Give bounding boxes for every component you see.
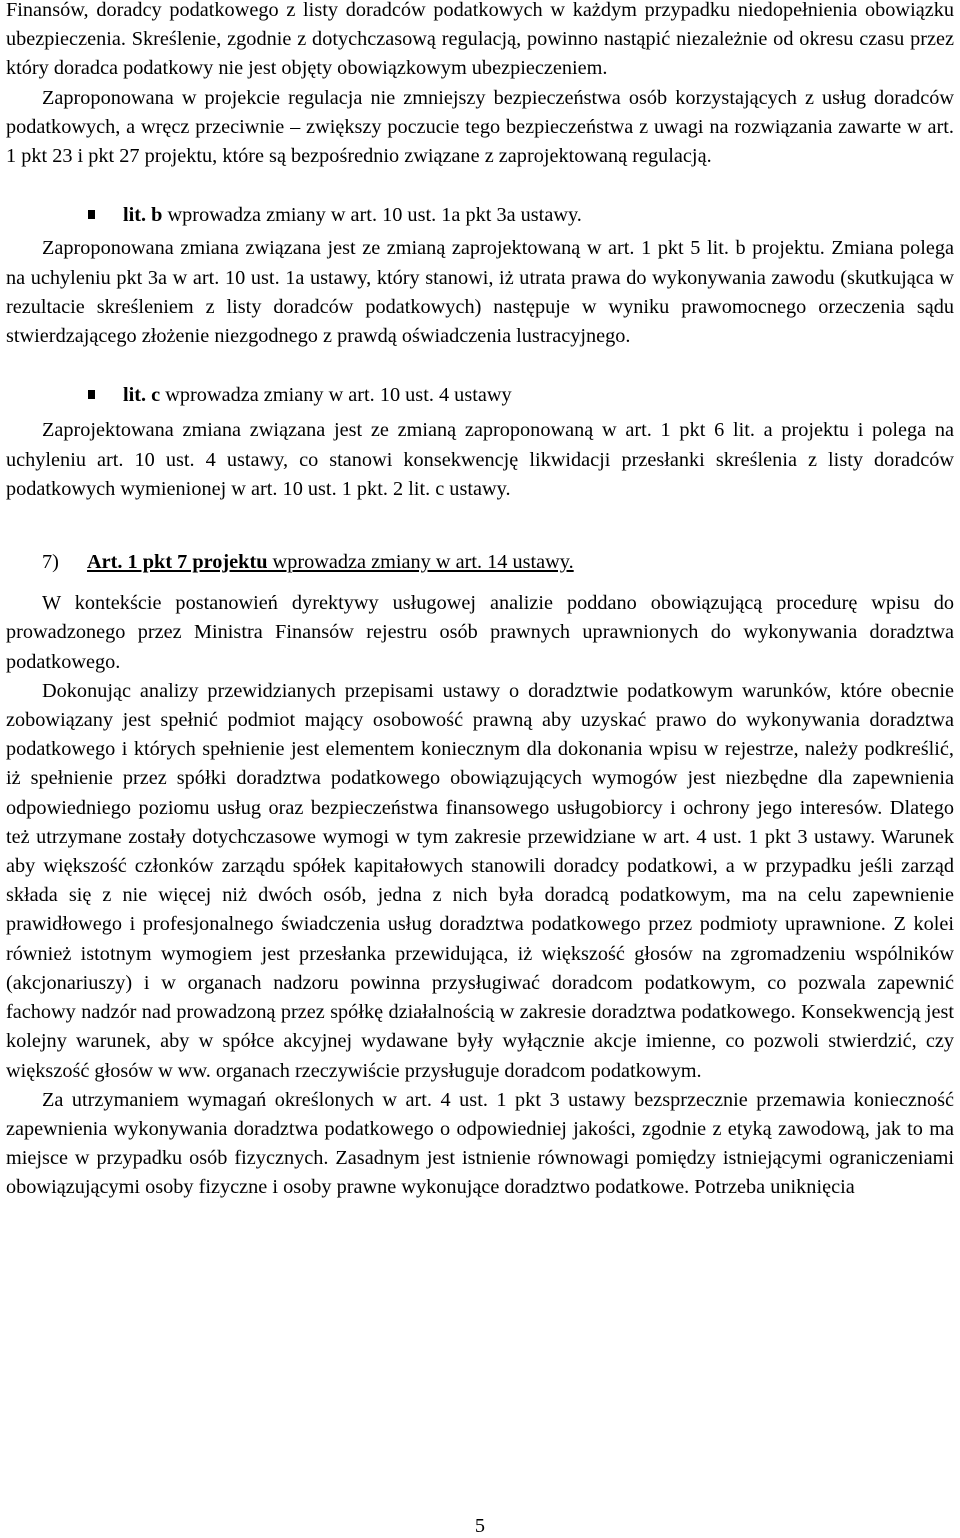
paragraph-kontekst: W kontekście postanowień dyrektywy usługowej analizie poddano obowiązującą procedurę wpisu do prowadzonego przez Ministra Finansów rejestru osób prawnych uprawnionych do wykonywania doradztwa podatkowego.	[6, 592, 954, 673]
paragraph-lit-b: Zaproponowana zmiana związana jest ze zmianą zaprojektowaną w art. 1 pkt 5 lit. b projektu. Zmiana polega na uchyleniu pkt 3a w art. 10 ust. 1a ustawy, który stanowi, iż utrata prawa do wykonywania zawodu (skutkująca w rezultacie skreśleniem z listy doradców podatkowych) następuje w wyniku prawomocnego orzeczenia sądu stwierdzającego złożenie niezgodnego z prawdą oświadczenia lustracyjnego.	[6, 237, 954, 348]
square-bullet-icon	[88, 390, 95, 399]
document-body	[6, 0, 954, 1203]
bullet-lit-b	[123, 201, 954, 230]
section-number: 7)	[42, 551, 59, 574]
section-heading-bold: Art. 1 pkt 7 projektu	[87, 551, 268, 574]
paragraph-lit-c: Zaprojektowana zmiana związana jest ze zmianą zaproponowaną w art. 1 pkt 6 lit. a projektu i polega na uchyleniu art. 10 ust. 4 ustawy, co stanowi konsekwencję likwidacji przesłanki skreślenia z listy doradców podatkowych wymienionej w art. 10 ust. 1 pkt. 2 lit. c ustawy.	[6, 419, 954, 500]
bullet-text: wprowadza zmiany w art. 10 ust. 4 ustawy	[160, 384, 512, 407]
page-number: 5	[474, 1515, 486, 1537]
bullet-text: wprowadza zmiany w art. 10 ust. 1a pkt 3a ustawy.	[162, 204, 582, 227]
section-7-heading	[42, 548, 954, 577]
paragraph-dokonujac: Dokonując analizy przewidzianych przepisami ustawy o doradztwie podatkowym warunków, które obecnie zobowiązany jest spełnić podmiot mający osobowość prawną aby uzyskać prawo do wykonywania doradztwa podatkowego i których spełnienie jest elementem koniecznym dla dokonania wpisu w rejestrze, należy podkreślić, iż spełnienie przez spółki doradztwa podatkowego obowiązujących wymogów jest niezbędne dla zapewnienia odpowiedniego poziomu usług oraz bezpieczeństwa finansowego usługobiorcy i ochrony jego interesów. Dlatego też utrzymane zostały dotychczasowe wymogi w tym zakresie przewidziane w art. 4 ust. 1 pkt 3 ustawy. Warunek aby większość członków zarządu spółek kapitałowych stanowili doradcy podatkowi, a w przypadku jeśli zarząd składa się z nie więcej niż dwóch osób, jedna z nich była doradcą podatkowym, ma na celu zapewnienie prawidłowego i profesjonalnego świadczenia usług doradztwa podatkowego przez podmioty uprawnione. Z kolei również istotnym wymogiem jest przesłanka przewidująca, iż większość głosów na zgromadzeniu wspólników (akcjonariuszy) i w organach nadzoru powinna przysługiwać doradcom podatkowym, co pozwala zapewnić fachowy nadzór nad prowadzoną przez spółkę działalnością w zakresie doradztwa podatkowego. Konsekwencją jest kolejny warunek, aby w spółce akcyjnej wydawane były wyłącznie akcje imienne, co pozwoli stwierdzić, czy większość głosów w ww. organach rzeczywiście przysługuje doradcom podatkowym.	[6, 679, 954, 1082]
lit-label: lit.	[123, 384, 152, 407]
paragraph-zaproponowana: Zaproponowana w projekcie regulacja nie zmniejszy bezpieczeństwa osób korzystających z usług doradców podatkowych, a wręcz przeciwnie – zwiększy poczucie tego bezpieczeństwa z uwagi na rozwiązania zawarte w art. 1 pkt 23 i pkt 27 projektu, które są bezpośrednio związane z zaprojektowaną regulacją.	[6, 86, 954, 168]
lit-letter: b	[151, 204, 163, 227]
lit-label: lit.	[123, 204, 152, 227]
paragraph-za-utrzymaniem: Za utrzymaniem wymagań określonych w art. 4 ust. 1 pkt 3 ustawy bezsprzecznie przemawia konieczność zapewnienia wykonywania doradztwa podatkowego o odpowiedniej jakości, zgodnie z etyką zawodową, jak to ma miejsce w przypadku osób fizycznych. Zasadnym jest istnienie równowagi pomiędzy istniejącymi ograniczeniami obowiązującymi osoby fizyczne i osoby prawne wykonujące doradztwo podatkowe. Potrzeba uniknięcia	[6, 1088, 954, 1199]
lit-letter: c	[151, 384, 161, 407]
bullet-lit-c	[123, 381, 954, 410]
square-bullet-icon	[88, 210, 95, 219]
paragraph-intro: Finansów, doradcy podatkowego z listy doradców podatkowych w każdym przypadku niedopełnienia obowiązku ubezpieczenia. Skreślenie, zgodnie z dotychczasową regulacją, powinno nastąpić niezależnie od okresu czasu przez który doradca podatkowy nie jest objęty obowiązkowym ubezpieczeniem.	[6, 0, 954, 80]
section-heading-text: wprowadza zmiany w art. 14 ustawy.	[267, 551, 574, 574]
